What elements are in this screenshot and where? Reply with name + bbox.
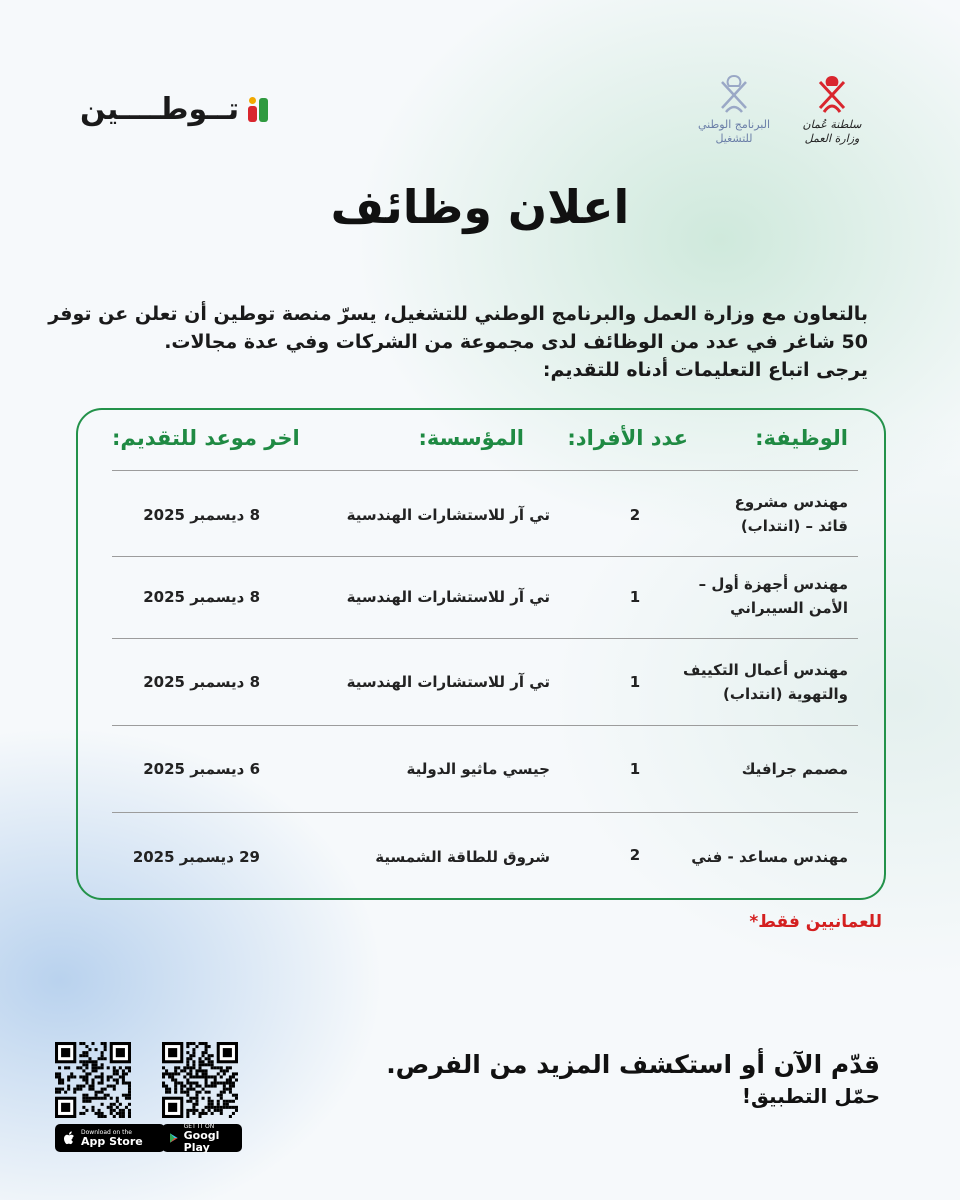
- job-line: مهندس أجهزة أول –: [698, 575, 848, 593]
- googleplay-big: Googl Play: [183, 1128, 220, 1154]
- table-row-deadline: 8 ديسمبر 2025: [143, 588, 260, 606]
- table-row-count: 1: [629, 673, 641, 691]
- jobs-table: [76, 408, 886, 900]
- mol-logo: [792, 72, 872, 146]
- table-row-org: جيسي ماثيو الدولية: [406, 760, 550, 778]
- appstore-small: Download on the: [81, 1128, 132, 1136]
- table-divider: [112, 638, 858, 639]
- table-row-deadline: 29 ديسمبر 2025: [132, 848, 260, 866]
- ntp-line2: للتشغيل: [715, 132, 753, 145]
- appstore-badge[interactable]: [55, 1124, 165, 1152]
- table-row-job: [668, 490, 848, 538]
- intro-line: 50 شاغر في عدد من الوظائف لدى مجموعة من الشركات وفي عدة مجالات.: [164, 331, 868, 353]
- brand-name: تــوطــــين: [80, 92, 240, 127]
- table-row-count: 1: [629, 588, 641, 606]
- table-row-count: 2: [629, 506, 641, 524]
- table-row-count: 2: [629, 846, 641, 864]
- page-title: اعلان وظائف: [330, 180, 630, 234]
- table-row-org: شروق للطاقة الشمسية: [375, 848, 550, 866]
- partner-logos: [694, 72, 872, 146]
- table-divider: [112, 725, 858, 726]
- table-row-job: [668, 845, 848, 869]
- table-row-deadline: 8 ديسمبر 2025: [143, 673, 260, 691]
- table-row-deadline: 8 ديسمبر 2025: [143, 506, 260, 524]
- intro-line: بالتعاون مع وزارة العمل والبرنامج الوطني للتشغيل، يسرّ منصة توطين أن تعلن عن توفر: [48, 303, 868, 325]
- ntp-emblem-icon: [714, 72, 754, 118]
- table-row-org: تي آر للاستشارات الهندسية: [346, 506, 550, 524]
- brand-logo: [80, 92, 271, 127]
- appstore-big: App Store: [81, 1134, 143, 1148]
- mol-line2: وزارة العمل: [804, 132, 860, 145]
- job-line: مهندس أعمال التكييف: [683, 661, 848, 679]
- table-row-job: [668, 572, 848, 620]
- ntp-line1: البرنامج الوطني: [697, 118, 771, 131]
- table-row-deadline: 6 ديسمبر 2025: [143, 760, 260, 778]
- header-org: المؤسسة:: [418, 426, 524, 450]
- intro-paragraph: [48, 300, 868, 384]
- job-line: والتهوية (انتداب): [723, 685, 848, 703]
- brand-mark-icon: [245, 96, 271, 124]
- table-row-count: 1: [629, 760, 641, 778]
- table-row-job: [668, 658, 848, 706]
- header-deadline: اخر موعد للتقديم:: [112, 426, 300, 450]
- google-play-icon: [170, 1132, 178, 1144]
- table-divider: [112, 470, 858, 471]
- table-row-org: تي آر للاستشارات الهندسية: [346, 588, 550, 606]
- qr-code-icon[interactable]: [55, 1042, 131, 1118]
- cta-subline: حمّل التطبيق!: [741, 1084, 880, 1108]
- table-divider: [112, 812, 858, 813]
- intro-line: يرجى اتباع التعليمات أدناه للتقديم:: [542, 359, 868, 381]
- job-line: مهندس مشروع: [734, 493, 848, 511]
- appstore-qr-group[interactable]: [55, 1042, 165, 1152]
- job-line: مهندس مساعد - فني: [691, 848, 848, 866]
- mol-line1: سلطنة عُمان: [802, 118, 862, 131]
- omanis-only-note: للعمانيين فقط*: [749, 912, 882, 932]
- qr-code-icon[interactable]: [162, 1042, 238, 1118]
- job-line: مصمم جرافيك: [741, 760, 848, 778]
- googleplay-badge[interactable]: [162, 1124, 242, 1152]
- job-line: قائد – (انتداب): [740, 517, 848, 535]
- table-row-org: تي آر للاستشارات الهندسية: [346, 673, 550, 691]
- ntp-logo: [694, 72, 774, 146]
- googleplay-qr-group[interactable]: [162, 1042, 242, 1152]
- googleplay-small: GET IT ON: [183, 1122, 215, 1130]
- job-line: الأمن السيبراني: [730, 599, 848, 617]
- header-job: الوظيفة:: [755, 426, 848, 450]
- header-count: عدد الأفراد:: [567, 426, 688, 450]
- mol-emblem-icon: [812, 72, 852, 118]
- table-divider: [112, 556, 858, 557]
- table-row-job: [668, 757, 848, 781]
- cta-headline: قدّم الآن أو استكشف المزيد من الفرص.: [386, 1050, 880, 1079]
- apple-icon: [63, 1131, 75, 1145]
